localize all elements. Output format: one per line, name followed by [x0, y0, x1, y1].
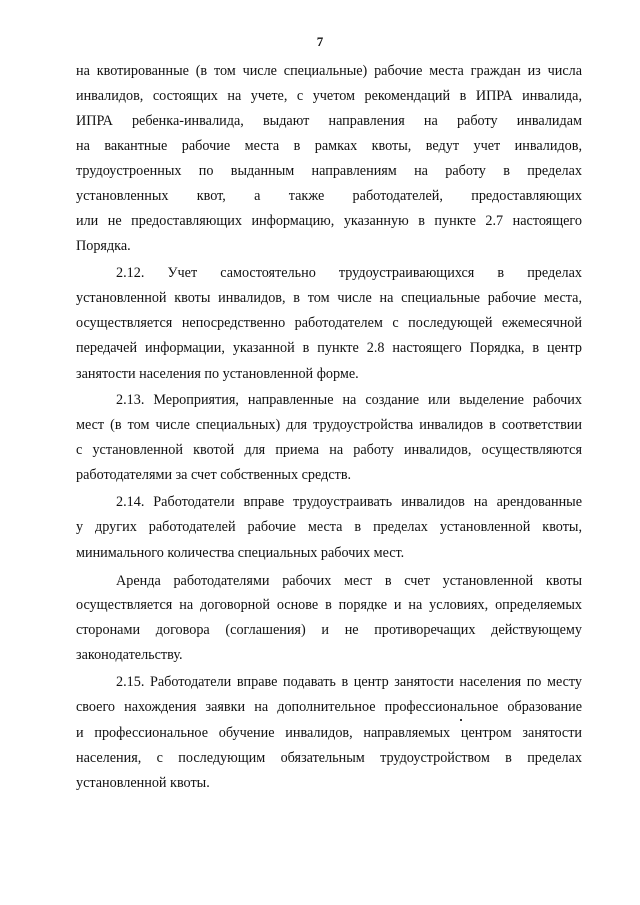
text-line: установленных квот, а также работодателей, предоставляющих: [76, 188, 582, 204]
text-line: 2.13. Мероприятия, направленные на создание или выделение рабочих: [116, 392, 582, 408]
text-line: осуществляется непосредственно работодателем с последующей ежемесячной: [76, 315, 582, 331]
text-line: с установленной квотой для приема на работу инвалидов, осуществляются: [76, 442, 582, 458]
text-line: установленной квоты.: [76, 775, 210, 791]
text-line: минимального количества специальных рабочих мест.: [76, 545, 405, 561]
text-line: Порядка.: [76, 238, 131, 254]
text-line: инвалидов, состоящих на учете, с учетом рекомендаций в ИПРА инвалида,: [76, 88, 582, 104]
text-line: на вакантные рабочие места в рамках квоты, ведут учет инвалидов,: [76, 138, 582, 154]
text-line: 2.15. Работодатели вправе подавать в центр занятости населения по месту: [116, 674, 582, 690]
text-line: или не предоставляющих информацию, указанную в пункте 2.7 настоящего: [76, 213, 582, 229]
text-line: установленной квоты инвалидов, в том числе на специальные рабочие места,: [76, 290, 582, 306]
text-line: населения, с последующим обязательным трудоустройством в пределах: [76, 750, 582, 766]
text-line: законодательству.: [76, 647, 183, 663]
text-line: 2.14. Работодатели вправе трудоустраивать инвалидов на арендованные: [116, 494, 582, 510]
text-line: на квотированные (в том числе специальные) рабочие места граждан из числа: [76, 63, 582, 79]
page-number: 7: [316, 34, 324, 49]
text-line: осуществляется на договорной основе в порядке и на условиях, определяемых: [76, 597, 582, 613]
text-line: сторонами договора (соглашения) и не противоречащих действующему: [76, 622, 582, 638]
text-line: трудоустроенных по выданным направлениям на работу в пределах: [76, 163, 582, 179]
text-line: мест (в том числе специальных) для трудоустройства инвалидов в соответствии: [76, 417, 582, 433]
text-line: ИПРА ребенка-инвалида, выдают направления на работу инвалидам: [76, 113, 582, 129]
text-line: 2.12. Учет самостоятельно трудоустраивающихся в пределах: [116, 265, 582, 281]
text-line: и профессиональное обучение инвалидов, направляемых центром занятости: [76, 725, 582, 741]
text-line: работодателями за счет собственных средств.: [76, 467, 352, 483]
text-line: своего нахождения заявки на дополнительное профессиональное образование: [76, 699, 582, 715]
text-line: передачей информации, указанной в пункте 2.8 настоящего Порядка, в центр: [76, 340, 582, 356]
text-line: Аренда работодателями рабочих мест в счет установленной квоты: [116, 573, 582, 589]
text-line: у других работодателей рабочие места в пределах установленной квоты,: [76, 519, 582, 535]
scan-speck: [460, 719, 462, 721]
text-line: занятости населения по установленной форме.: [76, 366, 359, 382]
